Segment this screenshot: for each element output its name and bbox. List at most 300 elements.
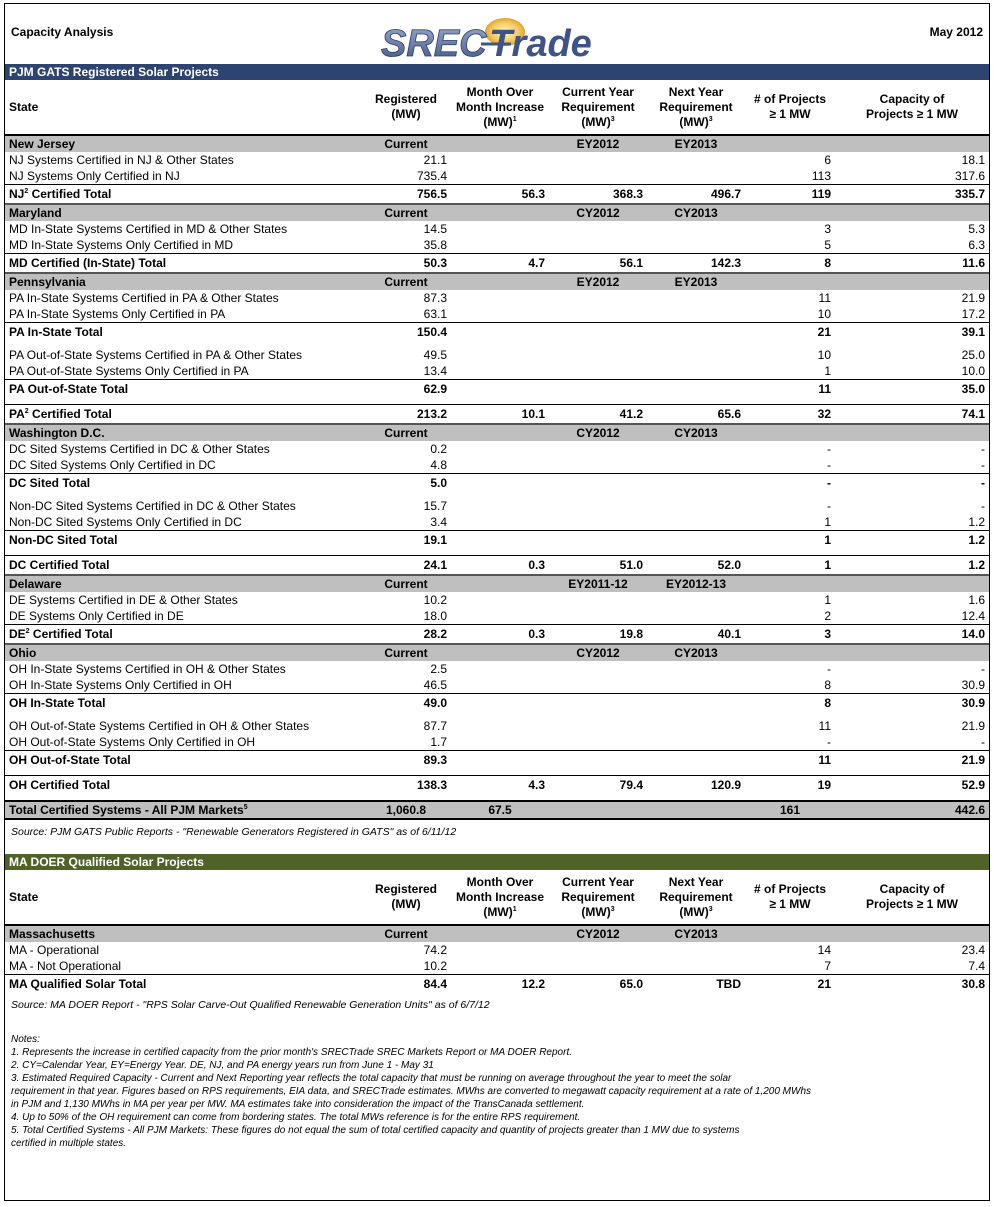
projects-value: 14 <box>817 943 831 957</box>
footnote-ref: 1 <box>512 115 517 123</box>
report-page <box>4 3 990 1201</box>
projects-value: 32 <box>745 405 835 425</box>
projects-value: 1 <box>745 556 835 576</box>
registered-value: 89.3 <box>361 751 451 770</box>
projects-value: 161 <box>745 801 835 819</box>
table-cell <box>647 323 745 342</box>
capacity-value: 18.1 <box>961 153 985 167</box>
footnote-line: in PJM and 1,130 MWhs in MA per year per MW. MA estimates take into consideration the impact of the TransCanada settlement. <box>11 1099 585 1110</box>
period-label: CY2012 <box>549 925 647 942</box>
table-cell <box>647 958 745 975</box>
current-year-value: 56.1 <box>549 254 647 274</box>
projects-value: - <box>827 499 831 513</box>
table-cell <box>549 942 647 958</box>
state-section-row <box>5 424 989 441</box>
period-label: EY2013 <box>647 273 745 290</box>
capacity-value: 1.2 <box>835 556 989 576</box>
total-label-text: Certified Total <box>28 407 112 421</box>
table-cell <box>549 474 647 493</box>
header-line: Requirement <box>561 889 635 904</box>
table-cell <box>451 457 549 474</box>
row-label: OH In-State Systems Certified in OH & Other States <box>9 662 286 676</box>
registered-value: 28.2 <box>361 625 451 645</box>
header-line: Requirement <box>561 99 635 114</box>
table-cell <box>647 306 745 323</box>
grand-total-label <box>5 801 361 819</box>
row-label: PA Out-of-State Systems Only Certified in PA <box>9 364 249 378</box>
subtotal-label: PA In-State Total <box>5 323 361 342</box>
total-row <box>5 185 989 205</box>
registered-value: 63.1 <box>423 307 447 321</box>
row-label: PA In-State Systems Only Certified in PA <box>9 307 226 321</box>
header-line: Month Over <box>466 84 534 99</box>
row-label: MD In-State Systems Certified in MD & Other States <box>9 222 288 236</box>
table-cell <box>647 694 745 713</box>
subtotal-row <box>5 323 989 342</box>
table-row <box>5 441 989 457</box>
table-cell <box>835 575 989 592</box>
projects-value: 8 <box>824 678 831 692</box>
state-name: Ohio <box>5 644 361 661</box>
state-name: Maryland <box>5 204 361 221</box>
table-cell <box>647 290 745 306</box>
table-cell <box>549 168 647 185</box>
header-line: Requirement <box>659 889 733 904</box>
projects-value: 10 <box>817 348 831 362</box>
table-cell <box>647 221 745 237</box>
footnotes <box>5 1027 989 1150</box>
srectrade-logo <box>377 10 633 64</box>
table-row <box>5 734 989 751</box>
header-line: Month Increase <box>455 99 545 114</box>
header-line: ≥ 1 MW <box>769 897 811 911</box>
column-header-month <box>451 870 549 925</box>
table-cell <box>549 457 647 474</box>
total-label <box>5 776 361 795</box>
column-header-capacity <box>835 870 989 925</box>
header-line: Capacity of <box>879 882 945 896</box>
month-increase-value: 4.7 <box>451 254 549 274</box>
state-name: New Jersey <box>5 135 361 152</box>
period-label: Current <box>361 135 451 152</box>
header-line: (MW) <box>483 904 513 919</box>
table-cell <box>745 273 835 290</box>
registered-value: 1.7 <box>430 735 447 749</box>
header-line: Projects ≥ 1 MW <box>866 897 958 911</box>
table-cell <box>549 801 647 819</box>
header-line: (MW) <box>581 904 611 919</box>
registered-value: 87.7 <box>423 719 447 733</box>
capacity-value: 21.9 <box>961 291 985 305</box>
subtotal-label: DC Sited Total <box>5 474 361 493</box>
table-row <box>5 363 989 380</box>
column-header-current-year <box>549 870 647 925</box>
total-row <box>5 405 989 425</box>
column-header-state: State <box>5 870 361 925</box>
registered-value: 49.0 <box>361 694 451 713</box>
table-cell <box>451 237 549 254</box>
state-section-row <box>5 575 989 592</box>
table-row <box>5 608 989 625</box>
report-title: Capacity Analysis <box>11 25 114 39</box>
table-cell <box>451 751 549 770</box>
projects-value: 11 <box>818 291 831 305</box>
total-label <box>5 975 361 994</box>
column-header-current-year <box>549 80 647 135</box>
next-year-value: 65.6 <box>647 405 745 425</box>
capacity-value: 30.8 <box>835 975 989 994</box>
table-cell <box>745 204 835 221</box>
month-increase-value: 12.2 <box>451 975 549 994</box>
state-section-row <box>5 204 989 221</box>
table-cell <box>549 306 647 323</box>
row-label: NJ Systems Certified in NJ & Other States <box>9 153 234 167</box>
month-increase-value: 10.1 <box>451 405 549 425</box>
projects-value: 1 <box>824 515 831 529</box>
registered-value: 50.3 <box>361 254 451 274</box>
registered-value: 46.5 <box>423 678 447 692</box>
table-cell <box>549 363 647 380</box>
table-cell <box>647 168 745 185</box>
projects-value: 3 <box>745 625 835 645</box>
subtotal-row <box>5 474 989 493</box>
table-row <box>5 168 989 185</box>
projects-value: 6 <box>824 153 831 167</box>
capacity-value: 11.6 <box>835 254 989 274</box>
projects-value: 1 <box>824 364 831 378</box>
footnote-ref: 2 <box>24 408 29 415</box>
table-cell <box>647 237 745 254</box>
projects-value: - <box>827 662 831 676</box>
total-label-text: MA Qualified Solar Total <box>9 977 147 991</box>
registered-value: 49.5 <box>423 348 447 362</box>
state-name: Washington D.C. <box>5 424 361 441</box>
total-label <box>5 185 361 205</box>
table-cell <box>549 608 647 625</box>
header-line: (MW) <box>391 107 421 121</box>
footnote-ref: 3 <box>610 115 615 123</box>
table-cell <box>647 474 745 493</box>
registered-value: 150.4 <box>361 323 451 342</box>
table-cell <box>835 794 989 801</box>
column-header-row <box>5 80 989 135</box>
header-line: Month Over <box>466 874 534 889</box>
capacity-value: - <box>981 442 985 456</box>
table-cell <box>451 323 549 342</box>
table-row <box>5 457 989 474</box>
capacity-value: - <box>981 458 985 472</box>
capacity-value: 1.2 <box>968 515 985 529</box>
table-cell <box>549 347 647 363</box>
projects-value: 11 <box>745 751 835 770</box>
table-row <box>5 942 989 958</box>
table-cell <box>647 441 745 457</box>
state-section-row <box>5 273 989 290</box>
subtotal-row <box>5 751 989 770</box>
table-cell <box>647 380 745 399</box>
table-cell <box>451 694 549 713</box>
table-cell <box>647 457 745 474</box>
projects-value: 21 <box>745 975 835 994</box>
registered-value: 10.2 <box>423 959 447 973</box>
registered-value: 62.9 <box>361 380 451 399</box>
capacity-value: 12.4 <box>961 609 985 623</box>
next-year-value: 142.3 <box>647 254 745 274</box>
table-cell <box>549 323 647 342</box>
column-header-row <box>5 870 989 925</box>
projects-value: - <box>827 735 831 749</box>
registered-value: 19.1 <box>361 531 451 550</box>
period-label: EY2012 <box>549 135 647 152</box>
subtotal-label: OH Out-of-State Total <box>5 751 361 770</box>
table-cell <box>647 347 745 363</box>
capacity-value: - <box>835 474 989 493</box>
table-row <box>5 306 989 323</box>
current-year-value: 79.4 <box>549 776 647 795</box>
footnote-ref: 2 <box>24 188 29 195</box>
total-label-text: NJ <box>9 187 25 201</box>
table-cell <box>745 644 835 661</box>
table-cell <box>647 751 745 770</box>
footnote-ref: 2 <box>25 628 30 635</box>
row-label: OH Out-of-State Systems Certified in OH & Other States <box>9 719 310 733</box>
table-cell <box>451 363 549 380</box>
column-header-projects <box>745 80 835 135</box>
footnote-ref: 3 <box>708 115 713 123</box>
month-increase-value: 56.3 <box>451 185 549 205</box>
table-row <box>5 718 989 734</box>
state-section-row <box>5 135 989 152</box>
footnote-ref: 1 <box>512 905 517 913</box>
table-cell <box>745 424 835 441</box>
row-label: DC Sited Systems Certified in DC & Other States <box>9 442 270 456</box>
capacity-value: 442.6 <box>835 801 989 819</box>
projects-value: 21 <box>745 323 835 342</box>
row-label: MA - Operational <box>9 943 100 957</box>
registered-value: 2.5 <box>430 662 447 676</box>
table-cell <box>549 751 647 770</box>
footnote-ref: 3 <box>708 905 713 913</box>
pjm-section-bar: PJM GATS Registered Solar Projects <box>5 64 989 80</box>
next-year-value: 120.9 <box>647 776 745 795</box>
registered-value: 35.8 <box>423 238 447 252</box>
table-cell <box>647 734 745 751</box>
current-year-value: 41.2 <box>549 405 647 425</box>
projects-value: 10 <box>817 307 831 321</box>
pjm-source: Source: PJM GATS Public Reports - "Renewable Generators Registered in GATS" as of 6/11/12 <box>11 826 457 838</box>
period-label: CY2012 <box>549 424 647 441</box>
table-cell <box>549 734 647 751</box>
table-cell <box>549 237 647 254</box>
capacity-value: 25.0 <box>961 348 985 362</box>
projects-value: 11 <box>745 380 835 399</box>
month-increase-value: 0.3 <box>451 625 549 645</box>
current-year-value: 19.8 <box>549 625 647 645</box>
header-line: Next Year <box>668 84 724 99</box>
table-cell <box>549 514 647 531</box>
table-cell <box>835 135 989 152</box>
column-header-month <box>451 80 549 135</box>
table-row <box>5 237 989 254</box>
projects-value: - <box>745 474 835 493</box>
table-cell <box>451 794 549 801</box>
table-cell <box>647 677 745 694</box>
capacity-value: 1.2 <box>835 531 989 550</box>
table-cell <box>647 661 745 677</box>
registered-value: 74.2 <box>423 943 447 957</box>
column-header-state: State <box>5 80 361 135</box>
registered-value: 4.8 <box>430 458 447 472</box>
capacity-value: 317.6 <box>954 169 985 183</box>
registered-value: 84.4 <box>361 975 451 994</box>
table-cell <box>549 592 647 608</box>
subtotal-label: OH In-State Total <box>5 694 361 713</box>
row-label: DC Sited Systems Only Certified in DC <box>9 458 216 472</box>
projects-value: 8 <box>745 254 835 274</box>
table-cell <box>647 152 745 168</box>
table-cell <box>745 794 835 801</box>
table-cell <box>647 718 745 734</box>
projects-value: 11 <box>818 719 831 733</box>
table-cell <box>549 718 647 734</box>
table-cell <box>549 958 647 975</box>
current-year-value: 51.0 <box>549 556 647 576</box>
table-cell <box>549 661 647 677</box>
footnote-line: 1. Represents the increase in certified capacity from the prior month's SRECTrade SREC Markets Report or MA DOER Report. <box>11 1047 573 1058</box>
registered-value: 138.3 <box>361 776 451 795</box>
projects-value: 2 <box>824 609 831 623</box>
total-label <box>5 405 361 425</box>
capacity-value: - <box>981 735 985 749</box>
table-cell <box>647 942 745 958</box>
projects-value: 1 <box>745 531 835 550</box>
table-cell <box>549 677 647 694</box>
footnote-ref: 3 <box>610 905 615 913</box>
table-cell <box>451 734 549 751</box>
table-row <box>5 677 989 694</box>
table-cell <box>647 363 745 380</box>
capacity-value: 23.4 <box>961 943 985 957</box>
state-name: Delaware <box>5 575 361 592</box>
footnote-line: requirement in that year. Figures based on RPS requirements, EIA data, and SRECTrade estimates. MWhs are converted to megawatt capacity requirement at a rate of 1,200 MWhs <box>11 1086 812 1097</box>
header-line: # of Projects <box>753 92 827 106</box>
footnote-line: certified in multiple states. <box>11 1138 127 1149</box>
capacity-value: 52.9 <box>835 776 989 795</box>
next-year-value: 52.0 <box>647 556 745 576</box>
table-cell <box>451 204 549 221</box>
registered-value: 756.5 <box>361 185 451 205</box>
table-cell <box>549 290 647 306</box>
table-cell <box>451 958 549 975</box>
table-cell <box>5 794 361 801</box>
table-cell <box>835 273 989 290</box>
capacity-value: 6.3 <box>968 238 985 252</box>
header-line: (MW) <box>679 904 709 919</box>
row-label: OH Out-of-State Systems Only Certified in OH <box>9 735 256 749</box>
period-label: CY2013 <box>647 204 745 221</box>
period-label: Current <box>361 575 451 592</box>
row-label: PA In-State Systems Certified in PA & Other States <box>9 291 279 305</box>
capacity-value: 7.4 <box>968 959 985 973</box>
total-row <box>5 975 989 994</box>
next-year-value: 40.1 <box>647 625 745 645</box>
state-name: Pennsylvania <box>5 273 361 290</box>
column-header-next-year <box>647 870 745 925</box>
registered-value: 24.1 <box>361 556 451 576</box>
table-row <box>5 514 989 531</box>
projects-value: - <box>827 442 831 456</box>
header-line: Month Increase <box>455 889 545 904</box>
ma-section-bar: MA DOER Qualified Solar Projects <box>5 854 989 870</box>
header-line: Requirement <box>659 99 733 114</box>
table-cell <box>745 135 835 152</box>
table-cell <box>451 608 549 625</box>
column-header-capacity <box>835 80 989 135</box>
grand-total-text: Total Certified Systems - All PJM Markets <box>9 803 244 817</box>
registered-value: 735.4 <box>416 169 447 183</box>
table-cell <box>451 592 549 608</box>
capacity-value: 10.0 <box>961 364 985 378</box>
projects-value: - <box>827 458 831 472</box>
period-label: EY2012-13 <box>647 575 745 592</box>
period-label: Current <box>361 424 451 441</box>
registered-value: 18.0 <box>423 609 447 623</box>
month-increase-value: 0.3 <box>451 556 549 576</box>
table-cell <box>451 168 549 185</box>
capacity-value: 30.9 <box>961 678 985 692</box>
table-cell <box>549 152 647 168</box>
table-cell <box>835 424 989 441</box>
total-label <box>5 625 361 645</box>
registered-value: 1,060.8 <box>361 801 451 819</box>
registered-value: 21.1 <box>423 153 447 167</box>
table-cell <box>451 474 549 493</box>
capacity-value: 14.0 <box>835 625 989 645</box>
table-row <box>5 498 989 514</box>
total-row <box>5 625 989 645</box>
total-row <box>5 556 989 576</box>
header-line: Next Year <box>668 874 724 889</box>
footnote-line: 4. Up to 50% of the OH requirement can come from bordering states. The total MWs reference is for the entire RPS requirement. <box>11 1112 581 1123</box>
table-cell <box>549 221 647 237</box>
total-label-text: OH Certified Total <box>9 778 111 792</box>
svg-text:Trade: Trade <box>489 23 592 64</box>
table-cell <box>647 498 745 514</box>
subtotal-row <box>5 380 989 399</box>
row-label: DE Systems Certified in DE & Other States <box>9 593 238 607</box>
footnote-line: 3. Estimated Required Capacity - Current and Next Reporting year reflects the total capacity that must be running on average throughout the year to meet the solar <box>11 1073 732 1084</box>
table-cell <box>549 498 647 514</box>
table-row <box>5 221 989 237</box>
table-cell <box>647 608 745 625</box>
table-cell <box>451 441 549 457</box>
projects-value: 5 <box>824 238 831 252</box>
table-cell <box>451 677 549 694</box>
total-label <box>5 556 361 576</box>
subtotal-row <box>5 531 989 550</box>
notes-heading: Notes: <box>11 1034 40 1045</box>
header-line: (MW) <box>581 114 611 129</box>
table-cell <box>451 290 549 306</box>
header-line: Current Year <box>562 874 634 889</box>
capacity-value: - <box>981 499 985 513</box>
table-cell <box>835 925 989 942</box>
capacity-value: 30.9 <box>835 694 989 713</box>
period-label: EY2011-12 <box>549 575 647 592</box>
capacity-value: 74.1 <box>835 405 989 425</box>
header-line: Registered <box>374 92 438 106</box>
period-label: CY2012 <box>549 644 647 661</box>
